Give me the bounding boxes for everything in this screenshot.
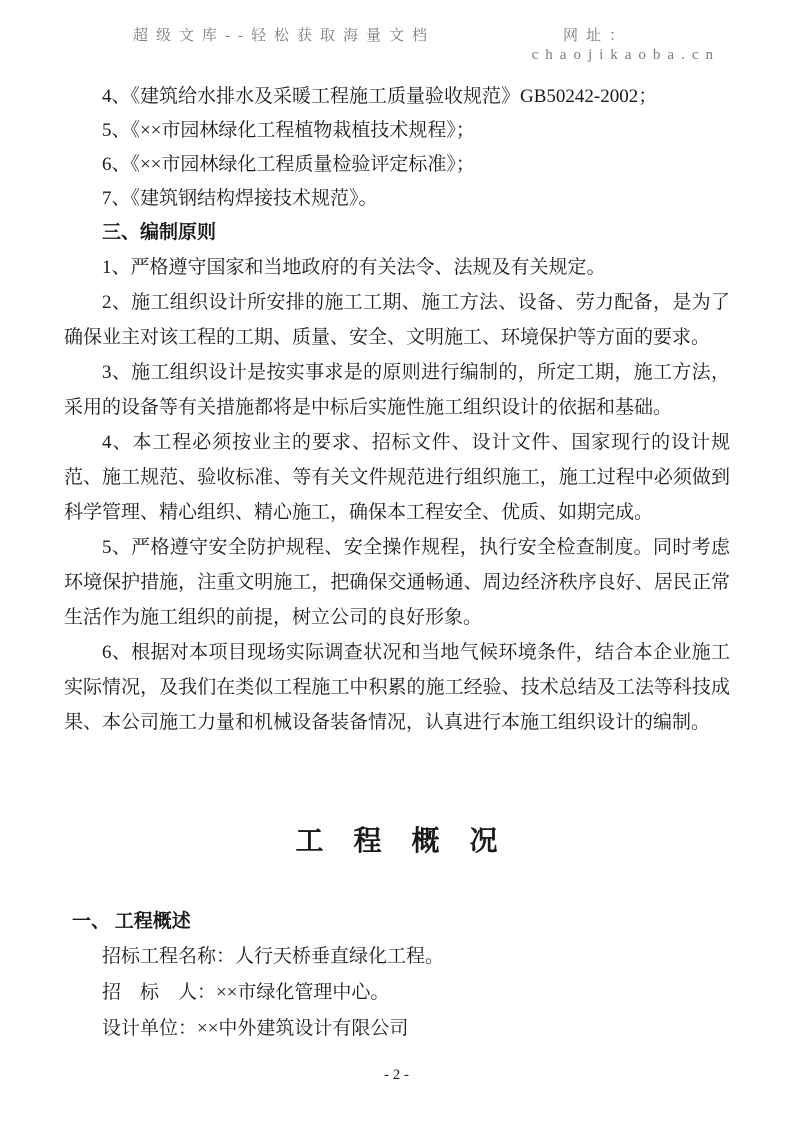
principle-paragraph-6: 6、根据对本项目现场实际调查状况和当地气候环境条件，结合本企业施工实际情况，及我们在类似工程施工中积累的施工经验、技术总结及工法等科技成果、本公司施工力量和机械设备装备情况，认真进行本施工组织设计的编制。	[64, 642, 730, 733]
chapter-title: 工 程 概 况	[295, 826, 499, 857]
reference-list	[64, 80, 730, 216]
reference-item-5: 5、《××市园林绿化工程植物栽植技术规程》；	[102, 120, 475, 141]
tenderee-line: 招 标 人：××市绿化管理中心。	[102, 982, 390, 1003]
section-heading-overview: 一、 工程概述	[72, 911, 191, 932]
section-heading-principles: 三、编制原则	[102, 222, 217, 243]
project-name-line: 招标工程名称：人行天桥垂直绿化工程。	[102, 946, 445, 967]
page-number: - 2 -	[384, 1067, 409, 1083]
watermark-url-label: 网址：	[563, 28, 633, 44]
document-body	[64, 0, 730, 1047]
watermark-site-url: chaojikaoba.cn	[531, 47, 720, 63]
reference-item-6: 6、《××市园林绿化工程质量检验评定标准》；	[102, 154, 475, 175]
project-overview-lines	[64, 939, 730, 1047]
principle-paragraph-3: 3、施工组织设计是按实事求是的原则进行编制的，所定工期，施工方法，采用的设备等有关措施都将是中标后实施性施工组织设计的依据和基础。	[64, 362, 730, 418]
principle-paragraph-2: 2、施工组织设计所安排的施工工期、施工方法、设备、劳力配备，是为了确保业主对该工程的工期、质量、安全、文明施工、环境保护等方面的要求。	[64, 292, 730, 348]
principle-paragraph-4: 4、本工程必须按业主的要求、招标文件、设计文件、国家现行的设计规范、施工规范、验收标准、等有关文件规范进行组织施工，施工过程中必须做到科学管理、精心组织、精心施工，确保本工程安全、优质、如期完成。	[64, 432, 730, 523]
principles-paragraphs	[64, 250, 730, 740]
watermark-site-name: 超级文库--轻松获取海量文档	[133, 28, 435, 44]
principle-paragraph-1: 1、严格遵守国家和当地政府的有关法令、法规及有关规定。	[102, 257, 606, 278]
reference-item-7: 7、《建筑钢结构焊接技术规范》。	[102, 188, 378, 209]
design-unit-line: 设计单位：××中外建筑设计有限公司	[102, 1018, 409, 1039]
principle-paragraph-5: 5、严格遵守安全防护规程、安全操作规程，执行安全检查制度。同时考虑环境保护措施，注重文明施工，把确保交通畅通、周边经济秩序良好、居民正常生活作为施工组织的前提，树立公司的良好形象。	[64, 537, 730, 628]
reference-item-4: 4、《建筑给水排水及采暖工程施工质量验收规范》GB50242-2002；	[102, 86, 658, 107]
